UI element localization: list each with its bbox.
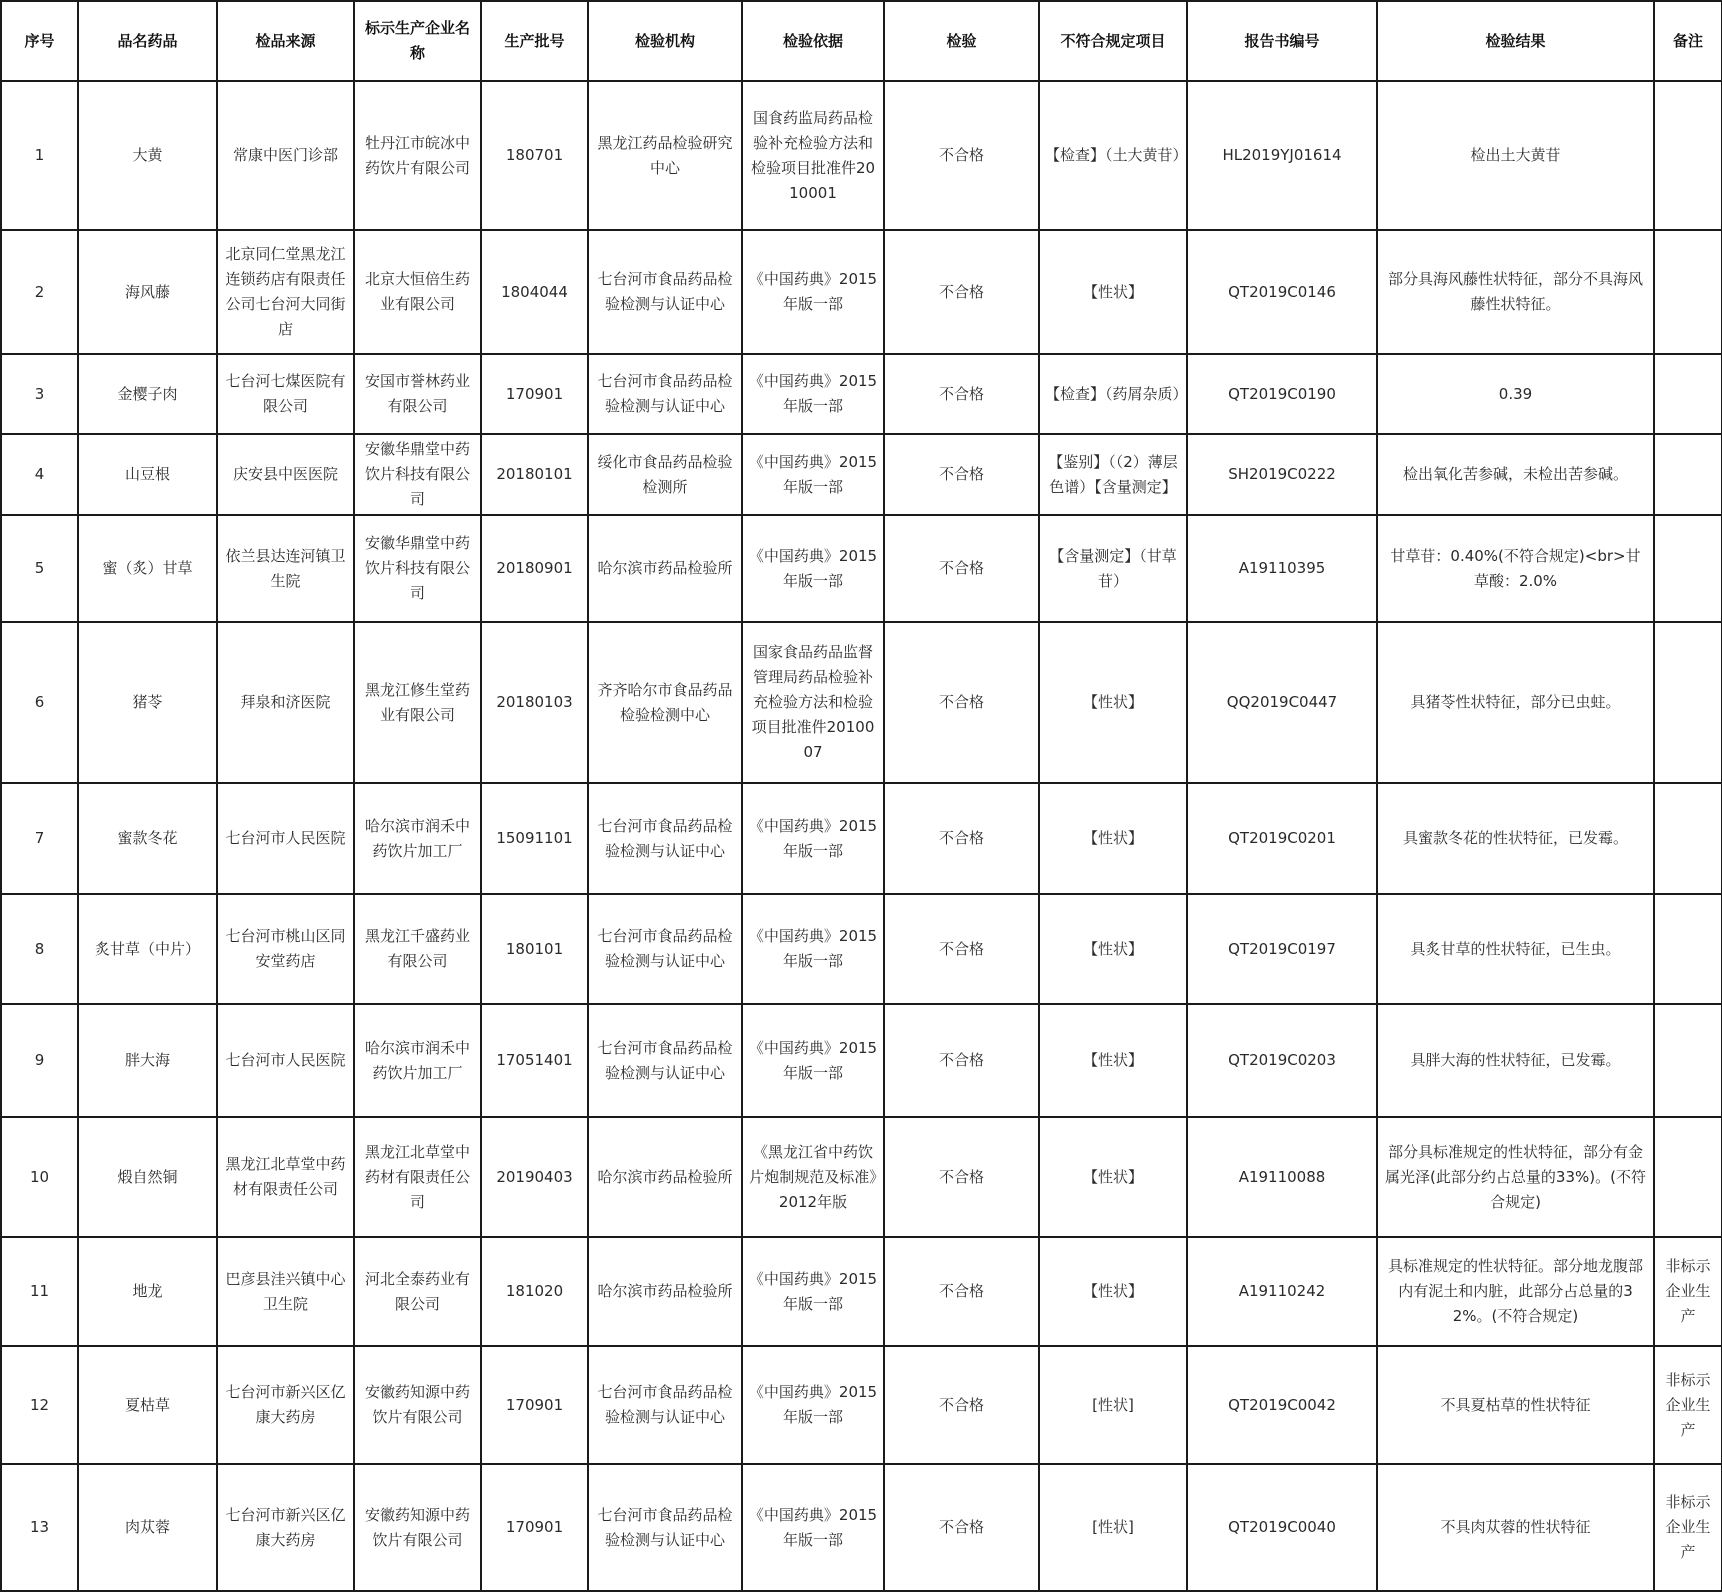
cell-index: 11 (1, 1237, 78, 1346)
header-index: 序号 (1, 1, 78, 81)
cell-report-number: QT2019C0201 (1187, 783, 1377, 894)
cell-sample-source: 庆安县中医医院 (217, 434, 354, 515)
table-row (1, 1464, 1722, 1591)
header-inspection-result: 检验结果 (1377, 1, 1654, 81)
cell-inspection-result: 不具肉苁蓉的性状特征 (1377, 1464, 1654, 1591)
cell-drug-name: 炙甘草（中片） (78, 894, 217, 1004)
cell-report-number: QQ2019C0447 (1187, 622, 1377, 783)
cell-drug-name: 山豆根 (78, 434, 217, 515)
table-row (1, 81, 1722, 230)
cell-inspection-result: 0.39 (1377, 354, 1654, 434)
table-row (1, 354, 1722, 434)
cell-inspection-basis: 《中国药典》2015年版一部 (742, 434, 884, 515)
cell-manufacturer: 北京大恒倍生药业有限公司 (354, 230, 481, 354)
cell-remarks (1654, 354, 1722, 434)
cell-index: 1 (1, 81, 78, 230)
cell-manufacturer: 黑龙江北草堂中药材有限责任公司 (354, 1117, 481, 1237)
cell-batch-number: 180101 (481, 894, 588, 1004)
cell-sample-source: 拜泉和济医院 (217, 622, 354, 783)
cell-inspection-agency: 七台河市食品药品检验检测与认证中心 (588, 354, 742, 434)
cell-batch-number: 20180901 (481, 515, 588, 622)
cell-inspection: 不合格 (884, 622, 1039, 783)
cell-report-number: A19110395 (1187, 515, 1377, 622)
cell-inspection-result: 部分具标准规定的性状特征，部分有金属光泽(此部分约占总量的33%)。(不符合规定) (1377, 1117, 1654, 1237)
header-manufacturer: 标示生产企业名称 (354, 1, 481, 81)
cell-nonconforming-items: 【鉴别】（（2）薄层色谱）【含量测定】 (1039, 434, 1187, 515)
cell-report-number: QT2019C0190 (1187, 354, 1377, 434)
cell-sample-source: 常康中医门诊部 (217, 81, 354, 230)
cell-nonconforming-items: 【性状】 (1039, 622, 1187, 783)
cell-nonconforming-items: 【含量测定】（甘草苷） (1039, 515, 1187, 622)
cell-batch-number: 170901 (481, 1464, 588, 1591)
cell-inspection-basis: 《黑龙江省中药饮片炮制规范及标准》2012年版 (742, 1117, 884, 1237)
cell-batch-number: 170901 (481, 354, 588, 434)
cell-inspection-result: 具标准规定的性状特征。部分地龙腹部内有泥土和内脏，此部分占总量的32%。(不符合规定) (1377, 1237, 1654, 1346)
cell-sample-source: 依兰县达连河镇卫生院 (217, 515, 354, 622)
cell-index: 10 (1, 1117, 78, 1237)
cell-report-number: QT2019C0203 (1187, 1004, 1377, 1117)
header-inspection-basis: 检验依据 (742, 1, 884, 81)
cell-report-number: SH2019C0222 (1187, 434, 1377, 515)
cell-drug-name: 蜜款冬花 (78, 783, 217, 894)
cell-sample-source: 七台河市人民医院 (217, 783, 354, 894)
cell-index: 5 (1, 515, 78, 622)
cell-sample-source: 七台河市新兴区亿康大药房 (217, 1464, 354, 1591)
cell-nonconforming-items: 【性状】 (1039, 1004, 1187, 1117)
cell-report-number: QT2019C0040 (1187, 1464, 1377, 1591)
cell-manufacturer: 黑龙江千盛药业有限公司 (354, 894, 481, 1004)
cell-manufacturer: 牡丹江市皖冰中药饮片有限公司 (354, 81, 481, 230)
cell-report-number: HL2019YJ01614 (1187, 81, 1377, 230)
cell-nonconforming-items: 【性状】 (1039, 230, 1187, 354)
cell-inspection-basis: 《中国药典》2015年版一部 (742, 1346, 884, 1464)
cell-sample-source: 北京同仁堂黑龙江连锁药店有限责任公司七台河大同街店 (217, 230, 354, 354)
table-row (1, 515, 1722, 622)
cell-drug-name: 大黄 (78, 81, 217, 230)
cell-manufacturer: 安国市誉林药业有限公司 (354, 354, 481, 434)
cell-inspection: 不合格 (884, 230, 1039, 354)
cell-inspection-basis: 《中国药典》2015年版一部 (742, 1464, 884, 1591)
cell-remarks (1654, 1117, 1722, 1237)
cell-inspection-agency: 七台河市食品药品检验检测与认证中心 (588, 894, 742, 1004)
cell-nonconforming-items: 【性状】 (1039, 894, 1187, 1004)
cell-report-number: QT2019C0197 (1187, 894, 1377, 1004)
cell-batch-number: 17051401 (481, 1004, 588, 1117)
table-row (1, 1004, 1722, 1117)
cell-report-number: A19110242 (1187, 1237, 1377, 1346)
cell-manufacturer: 安徽药知源中药饮片有限公司 (354, 1464, 481, 1591)
cell-batch-number: 20190403 (481, 1117, 588, 1237)
cell-manufacturer: 黑龙江修生堂药业有限公司 (354, 622, 481, 783)
cell-index: 12 (1, 1346, 78, 1464)
cell-nonconforming-items: 【检查】（药屑杂质） (1039, 354, 1187, 434)
cell-manufacturer: 哈尔滨市润禾中药饮片加工厂 (354, 783, 481, 894)
cell-inspection-result: 具猪苓性状特征，部分已虫蛀。 (1377, 622, 1654, 783)
table-row (1, 1117, 1722, 1237)
cell-inspection-result: 不具夏枯草的性状特征 (1377, 1346, 1654, 1464)
cell-report-number: QT2019C0042 (1187, 1346, 1377, 1464)
cell-drug-name: 蜜（炙）甘草 (78, 515, 217, 622)
header-remarks: 备注 (1654, 1, 1722, 81)
cell-inspection-result: 具炙甘草的性状特征，已生虫。 (1377, 894, 1654, 1004)
cell-drug-name: 猪苓 (78, 622, 217, 783)
cell-remarks (1654, 515, 1722, 622)
cell-remarks (1654, 434, 1722, 515)
cell-drug-name: 海风藤 (78, 230, 217, 354)
cell-inspection-result: 具胖大海的性状特征，已发霉。 (1377, 1004, 1654, 1117)
cell-nonconforming-items: 【性状】 (1039, 783, 1187, 894)
cell-batch-number: 15091101 (481, 783, 588, 894)
cell-inspection-basis: 国家食品药品监督管理局药品检验补充检验方法和检验项目批准件2010007 (742, 622, 884, 783)
cell-inspection-basis: 《中国药典》2015年版一部 (742, 894, 884, 1004)
cell-report-number: QT2019C0146 (1187, 230, 1377, 354)
cell-batch-number: 20180101 (481, 434, 588, 515)
table-row (1, 622, 1722, 783)
cell-manufacturer: 安徽华鼎堂中药饮片科技有限公司 (354, 434, 481, 515)
cell-inspection-result: 检出土大黄苷 (1377, 81, 1654, 230)
cell-drug-name: 地龙 (78, 1237, 217, 1346)
cell-inspection-basis: 《中国药典》2015年版一部 (742, 354, 884, 434)
cell-manufacturer: 河北全泰药业有限公司 (354, 1237, 481, 1346)
cell-remarks: 非标示企业生产 (1654, 1237, 1722, 1346)
cell-inspection: 不合格 (884, 1346, 1039, 1464)
cell-inspection: 不合格 (884, 1117, 1039, 1237)
cell-nonconforming-items: [性状] (1039, 1346, 1187, 1464)
header-inspection-agency: 检验机构 (588, 1, 742, 81)
cell-batch-number: 180701 (481, 81, 588, 230)
cell-index: 9 (1, 1004, 78, 1117)
cell-inspection-agency: 齐齐哈尔市食品药品检验检测中心 (588, 622, 742, 783)
header-sample-source: 检品来源 (217, 1, 354, 81)
cell-inspection-agency: 七台河市食品药品检验检测与认证中心 (588, 1004, 742, 1117)
cell-batch-number: 20180103 (481, 622, 588, 783)
cell-inspection-result: 具蜜款冬花的性状特征，已发霉。 (1377, 783, 1654, 894)
cell-drug-name: 煅自然铜 (78, 1117, 217, 1237)
cell-index: 7 (1, 783, 78, 894)
table-row (1, 434, 1722, 515)
cell-manufacturer: 安徽药知源中药饮片有限公司 (354, 1346, 481, 1464)
cell-nonconforming-items: 【检查】（土大黄苷） (1039, 81, 1187, 230)
cell-drug-name: 胖大海 (78, 1004, 217, 1117)
cell-inspection: 不合格 (884, 81, 1039, 230)
cell-inspection-result: 甘草苷：0.40%(不符合规定)<br>甘草酸：2.0% (1377, 515, 1654, 622)
table-row (1, 894, 1722, 1004)
cell-inspection: 不合格 (884, 354, 1039, 434)
cell-inspection-basis: 《中国药典》2015年版一部 (742, 230, 884, 354)
cell-sample-source: 七台河市人民医院 (217, 1004, 354, 1117)
table-row (1, 1237, 1722, 1346)
cell-inspection-agency: 哈尔滨市药品检验所 (588, 1237, 742, 1346)
cell-report-number: A19110088 (1187, 1117, 1377, 1237)
cell-index: 3 (1, 354, 78, 434)
cell-inspection-agency: 哈尔滨市药品检验所 (588, 515, 742, 622)
table-row (1, 783, 1722, 894)
cell-manufacturer: 安徽华鼎堂中药饮片科技有限公司 (354, 515, 481, 622)
cell-inspection-agency: 七台河市食品药品检验检测与认证中心 (588, 230, 742, 354)
cell-inspection-agency: 七台河市食品药品检验检测与认证中心 (588, 1346, 742, 1464)
cell-sample-source: 黑龙江北草堂中药材有限责任公司 (217, 1117, 354, 1237)
cell-sample-source: 七台河七煤医院有限公司 (217, 354, 354, 434)
cell-inspection-basis: 《中国药典》2015年版一部 (742, 783, 884, 894)
cell-remarks (1654, 230, 1722, 354)
header-inspection: 检验 (884, 1, 1039, 81)
cell-index: 4 (1, 434, 78, 515)
cell-inspection-basis: 《中国药典》2015年版一部 (742, 515, 884, 622)
header-batch-number: 生产批号 (481, 1, 588, 81)
cell-sample-source: 巴彦县洼兴镇中心卫生院 (217, 1237, 354, 1346)
cell-inspection-agency: 绥化市食品药品检验检测所 (588, 434, 742, 515)
cell-index: 13 (1, 1464, 78, 1591)
header-row (1, 1, 1722, 81)
cell-inspection: 不合格 (884, 434, 1039, 515)
header-nonconforming-items: 不符合规定项目 (1039, 1, 1187, 81)
cell-remarks (1654, 81, 1722, 230)
cell-index: 2 (1, 230, 78, 354)
cell-remarks: 非标示企业生产 (1654, 1464, 1722, 1591)
cell-inspection: 不合格 (884, 515, 1039, 622)
cell-inspection: 不合格 (884, 1237, 1039, 1346)
cell-inspection-result: 检出氧化苦参碱，未检出苦参碱。 (1377, 434, 1654, 515)
cell-remarks (1654, 622, 1722, 783)
cell-batch-number: 1804044 (481, 230, 588, 354)
table-row (1, 1346, 1722, 1464)
cell-inspection-result: 部分具海风藤性状特征，部分不具海风藤性状特征。 (1377, 230, 1654, 354)
cell-remarks (1654, 1004, 1722, 1117)
cell-nonconforming-items: 【性状】 (1039, 1117, 1187, 1237)
cell-drug-name: 夏枯草 (78, 1346, 217, 1464)
cell-nonconforming-items: [性状] (1039, 1464, 1187, 1591)
cell-drug-name: 金樱子肉 (78, 354, 217, 434)
cell-batch-number: 170901 (481, 1346, 588, 1464)
cell-index: 8 (1, 894, 78, 1004)
cell-inspection: 不合格 (884, 783, 1039, 894)
cell-inspection-basis: 国食药监局药品检验补充检验方法和检验项目批准件2010001 (742, 81, 884, 230)
cell-inspection-agency: 哈尔滨市药品检验所 (588, 1117, 742, 1237)
cell-batch-number: 181020 (481, 1237, 588, 1346)
cell-inspection-basis: 《中国药典》2015年版一部 (742, 1237, 884, 1346)
cell-inspection-agency: 黑龙江药品检验研究中心 (588, 81, 742, 230)
cell-inspection-agency: 七台河市食品药品检验检测与认证中心 (588, 1464, 742, 1591)
table-row (1, 230, 1722, 354)
cell-drug-name: 肉苁蓉 (78, 1464, 217, 1591)
cell-remarks (1654, 783, 1722, 894)
cell-remarks: 非标示企业生产 (1654, 1346, 1722, 1464)
cell-nonconforming-items: 【性状】 (1039, 1237, 1187, 1346)
cell-inspection: 不合格 (884, 1464, 1039, 1591)
header-drug-name: 品名药品 (78, 1, 217, 81)
cell-index: 6 (1, 622, 78, 783)
cell-inspection: 不合格 (884, 894, 1039, 1004)
header-report-number: 报告书编号 (1187, 1, 1377, 81)
cell-inspection-basis: 《中国药典》2015年版一部 (742, 1004, 884, 1117)
cell-inspection-agency: 七台河市食品药品检验检测与认证中心 (588, 783, 742, 894)
cell-sample-source: 七台河市桃山区同安堂药店 (217, 894, 354, 1004)
cell-inspection: 不合格 (884, 1004, 1039, 1117)
cell-sample-source: 七台河市新兴区亿康大药房 (217, 1346, 354, 1464)
cell-remarks (1654, 894, 1722, 1004)
cell-manufacturer: 哈尔滨市润禾中药饮片加工厂 (354, 1004, 481, 1117)
